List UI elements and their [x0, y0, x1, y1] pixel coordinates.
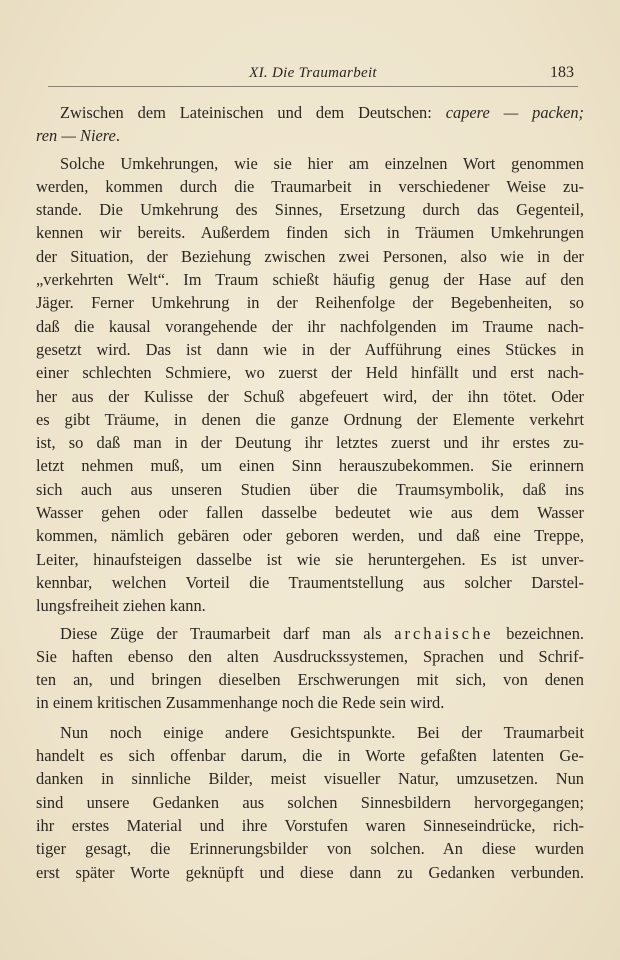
running-title: XI. Die Traumarbeit: [249, 65, 377, 81]
text-line: daß die kausal vorangehende der ihr nachfolgenden im Traume nach-: [36, 316, 584, 336]
text-line: kommen, nämlich gebären oder geboren werden, und daß eine Treppe,: [36, 526, 584, 546]
italic-segment: capere — packen;: [445, 103, 584, 122]
text-line: [36, 124, 584, 147]
text-line: her aus der Kulisse der Schuß abgefeuert wird, der ihn tötet. Oder: [36, 386, 584, 406]
text-line: Sie haften ebenso den alten Ausdruckssystemen, Sprachen und Schrif-: [36, 646, 584, 666]
text-line: einer schlechten Schmiere, wo zuerst der Held hinfällt und erst nach-: [36, 363, 584, 383]
text-line: danken in sinnliche Bilder, meist visueller Natur, umzusetzen. Nun: [36, 769, 584, 789]
text-line: handelt es sich offenbar darum, die in Worte gefaßten latenten Ge-: [36, 746, 584, 766]
text-line: Jäger. Ferner Umkehrung in der Reihenfolge der Begebenheiten, so: [36, 293, 584, 313]
text-segment: bezeichnen.: [493, 623, 584, 643]
text-line: gesetzt wird. Das ist dann wie in der Aufführung eines Stückes in: [36, 339, 584, 359]
text-line: Solche Umkehrungen, wie sie hier am einzelnen Wort genommen: [60, 153, 584, 173]
text-line: Nun noch einige andere Gesichtspunkte. Bei der Traumarbeit: [60, 722, 584, 742]
text-line: ist, so daß man in der Deutung ihr letztes zuerst und ihr erstes zu-: [36, 433, 584, 453]
text-line: der Situation, der Beziehung zwischen zwei Personen, also wie in der: [36, 246, 584, 266]
text-line: Leiter, hinaufsteigen dasselbe ist wie sie heruntergehen. Es ist unver-: [36, 549, 584, 569]
text-line: sich auch aus unseren Studien über die Traumsymbolik, daß ins: [36, 479, 584, 499]
emphasized-term: archaische: [394, 623, 494, 643]
text-line: stande. Die Umkehrung des Sinnes, Ersetzung durch das Gegenteil,: [36, 200, 584, 220]
text-line: werden, kommen durch die Traumarbeit in verschiedener Weise zu-: [36, 176, 584, 196]
text-line: kennbar, welchen Vorteil die Traumentstellung aus solcher Darstel-: [36, 572, 584, 592]
text-line: letzt nehmen muß, um einen Sinn herauszubekommen. Sie erinnern: [36, 456, 584, 476]
text-line: in einem kritischen Zusammenhange noch die Rede sein wird.: [36, 693, 445, 713]
text-line: tiger gesagt, die Erinnerungsbilder von solchen. An diese wurden: [36, 839, 584, 859]
text-segment: Zwischen dem Lateinischen und dem Deutschen:: [60, 103, 446, 122]
text-line: es gibt Träume, in denen die ganze Ordnung der Elemente verkehrt: [36, 409, 584, 429]
body-text: [36, 101, 584, 884]
text-line: [36, 101, 584, 124]
text-line: kennen wir bereits. Außerdem finden sich in Träumen Umkehrungen: [36, 223, 584, 243]
text-line: ihr erstes Material und ihre Vorstufen waren Sinneseindrücke, rich-: [36, 815, 584, 835]
page-number: 183: [550, 64, 574, 81]
running-head: [48, 62, 578, 87]
text-segment: Diese Züge der Traumarbeit darf man als: [60, 623, 395, 643]
text-line: sind unsere Gedanken aus solchen Sinnesbildern hervorgegangen;: [36, 792, 584, 812]
text-line: Wasser gehen oder fallen dasselbe bedeutet wie aus dem Wasser: [36, 503, 584, 523]
text-line: ten an, und bringen dieselben Erschwerungen mit sich, von denen: [36, 670, 584, 690]
text-line: lungsfreiheit ziehen kann.: [36, 596, 206, 616]
text-line: [36, 622, 584, 645]
text-segment: .: [115, 126, 120, 146]
text-line: „verkehrten Welt“. Im Traum schießt häufig genug der Hase auf den: [36, 270, 584, 290]
italic-segment: ren — Niere: [36, 126, 116, 146]
text-line: erst später Worte geknüpft und diese dann zu Gedanken verbunden.: [36, 862, 584, 882]
